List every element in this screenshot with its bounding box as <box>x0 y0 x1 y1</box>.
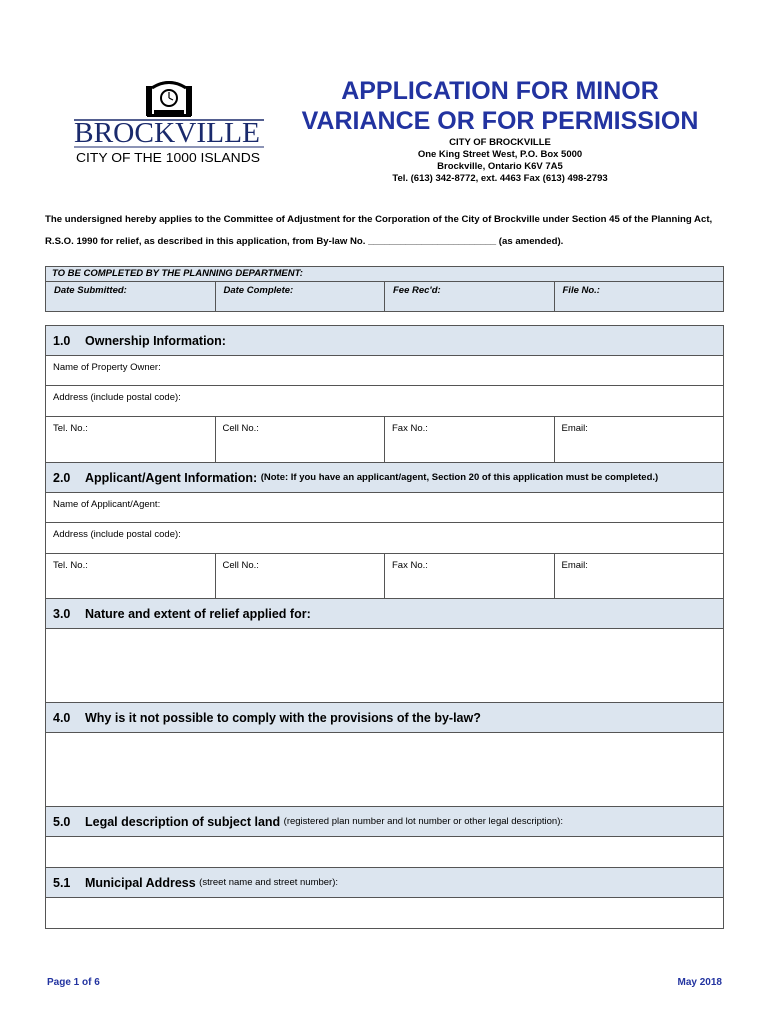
section-number: 5.0 <box>53 814 71 829</box>
contact-org: CITY OF BROCKVILLE <box>449 137 551 148</box>
municipal-address-field[interactable] <box>46 898 723 928</box>
section-ownership <box>45 325 724 463</box>
section-municipal-address-header <box>46 868 723 898</box>
section-number: 3.0 <box>53 606 71 621</box>
section-subtitle: (street name and street number): <box>199 877 339 888</box>
date-submitted-field[interactable]: Date Submitted: <box>46 282 216 311</box>
section-relief-header <box>46 599 723 629</box>
section-relief <box>45 598 724 703</box>
clock-tower-icon <box>146 82 192 117</box>
page-number: Page 1 of 6 <box>47 977 100 988</box>
owner-cell-field[interactable]: Cell No.: <box>216 417 386 462</box>
form-title-line-1: APPLICATION FOR MINOR <box>341 77 659 105</box>
intro-text-line-2: R.S.O. 1990 for relief, as described in this application, from By-law No. ________________________ (as amended). <box>45 236 564 247</box>
applicant-cell-field[interactable]: Cell No.: <box>216 554 386 598</box>
fee-received-field[interactable]: Fee Rec'd: <box>385 282 555 311</box>
owner-contact-row <box>46 417 723 462</box>
revision-date: May 2018 <box>677 977 722 988</box>
planning-department-header: TO BE COMPLETED BY THE PLANNING DEPARTMENT: <box>52 268 303 279</box>
field-label: Address (include postal code): <box>53 529 181 540</box>
owner-email-field[interactable]: Email: <box>561 423 588 434</box>
applicant-email-field[interactable]: Email: <box>561 560 588 571</box>
owner-fax-field[interactable]: Fax No.: <box>385 417 555 462</box>
field-label: Name of Property Owner: <box>53 362 161 373</box>
owner-address-field[interactable] <box>46 386 723 417</box>
contact-city: Brockville, Ontario K6V 7A5 <box>437 161 563 172</box>
planning-department-box <box>45 266 724 312</box>
section-noncompliance <box>45 702 724 807</box>
applicant-address-field[interactable] <box>46 523 723 554</box>
section-number: 5.1 <box>53 875 71 890</box>
section-number: 1.0 <box>53 333 71 348</box>
contact-street: One King Street West, P.O. Box 5000 <box>417 149 583 160</box>
file-number-field[interactable]: File No.: <box>562 285 600 296</box>
legal-description-field[interactable] <box>46 837 723 867</box>
section-applicant <box>45 462 724 599</box>
property-owner-name-field[interactable] <box>46 356 723 386</box>
applicant-fax-field[interactable]: Fax No.: <box>385 554 555 598</box>
relief-text-area[interactable] <box>46 629 723 702</box>
intro-text-line-1: The undersigned hereby applies to the Committee of Adjustment for the Corporation of the City of Brockville under Section 45 of the Planning Act, <box>45 214 713 225</box>
logo-name: BROCKVILLE <box>74 118 260 149</box>
section-municipal-address <box>45 867 724 929</box>
section-ownership-header <box>46 326 723 356</box>
noncompliance-text-area[interactable] <box>46 733 723 806</box>
section-number: 2.0 <box>53 470 71 485</box>
section-note: (Note: If you have an applicant/agent, Section 20 of this application must be completed.) <box>260 472 659 483</box>
field-label: Name of Applicant/Agent: <box>53 499 161 510</box>
section-legal-description-header <box>46 807 723 837</box>
contact-phone: Tel. (613) 342-8772, ext. 4463 Fax (613) 498-2793 <box>392 173 608 184</box>
date-complete-field[interactable]: Date Complete: <box>216 282 386 311</box>
city-logo <box>74 76 264 166</box>
owner-tel-field[interactable]: Tel. No.: <box>46 417 216 462</box>
field-label: Address (include postal code): <box>53 392 181 403</box>
section-title: Legal description of subject land <box>85 814 281 829</box>
section-title: Municipal Address <box>85 875 196 890</box>
applicant-tel-field[interactable]: Tel. No.: <box>46 554 216 598</box>
section-title: Ownership Information: <box>85 333 226 348</box>
applicant-contact-row <box>46 554 723 598</box>
section-applicant-header <box>46 463 723 493</box>
section-title: Nature and extent of relief applied for: <box>85 606 311 621</box>
logo-tagline: CITY OF THE 1000 ISLANDS <box>76 150 261 165</box>
section-noncompliance-header <box>46 703 723 733</box>
section-number: 4.0 <box>53 710 71 725</box>
section-title: Applicant/Agent Information: <box>85 470 258 485</box>
section-subtitle: (registered plan number and lot number or other legal description): <box>283 816 564 827</box>
section-legal-description <box>45 806 724 868</box>
section-title: Why is it not possible to comply with the provisions of the by-law? <box>85 710 481 725</box>
form-title-line-2: VARIANCE OR FOR PERMISSION <box>301 107 699 135</box>
applicant-name-field[interactable] <box>46 493 723 523</box>
